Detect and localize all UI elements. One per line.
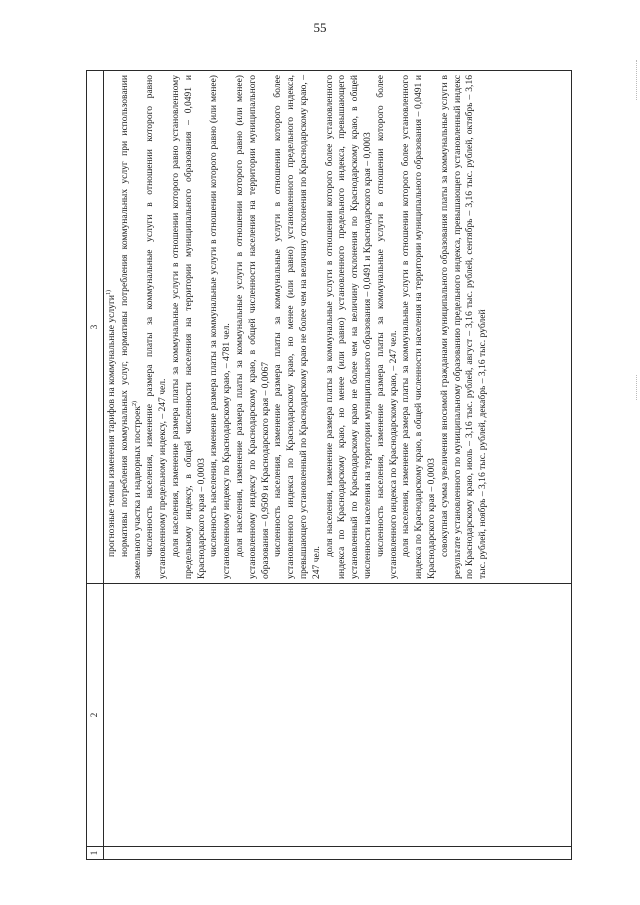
margin-mark (636, 375, 638, 400)
paragraph-text: численность населения, изменение размера платы за коммунальные услуги в отношении которого более установленного индекса по Краснодарскому краю, – 247 чел. (374, 75, 399, 579)
paragraph (375, 75, 401, 579)
paragraph-text: численность населения, изменение размера платы за коммунальные услуги в отношении которого равно (или менее) установленному индексу по Краснодарскому краю, – 4781 чел. (208, 75, 233, 579)
table-cell-col2 (104, 583, 571, 846)
paragraph-text: доля населения, изменение размера платы за коммунальные услуги в отношении которого более установленного индекса по Краснодарскому краю, но менее (или равно) установленного предельного индекса, превышающего установленный по Краснодарскому краю не более чем на величину отклонения по Краснодарскому краю, в общей численности населения на территории муниципального образования – 0,0491 и Краснодарского края – 0,0003 (323, 75, 373, 579)
table-body-row (104, 70, 572, 860)
column-header-1: 1 (87, 846, 103, 859)
paragraph-text: численность населения, изменение размера платы за коммунальные услуги в отношении которого равно установленному предельному индексу, – 247 чел. (144, 75, 169, 579)
rotated-table (86, 70, 571, 860)
paragraph (170, 75, 208, 579)
paragraph (144, 75, 170, 579)
paragraph-text: численность населения, изменение размера платы за коммунальные услуги в отношении которого более установленного индекса по Краснодарскому краю, но менее (или равно) установленного предельного индекса, превышающего установленный по Краснодарскому краю не более чем на величину отклонения по Краснодарскому краю, – 247 чел. (272, 75, 322, 579)
paragraph-text: совокупная сумма увеличения вносимой гражданами муниципального образования платы за коммунальные услуги в результате установленного по муниципальному образованию предельного индекса, превышающего установленный индекс по Краснодарскому краю, июль – 3,16 тыс. рублей, август – 3,16 тыс. рублей, сентябрь – 3,16 тыс. рублей, октябрь – 3,16 тыс. рублей, ноябрь – 3,16 тыс. рублей, декабрь – 3,16 тыс. рублей (438, 75, 489, 579)
paragraph-text: нормативы потребления коммунальных услуг, нормативы потребления коммунальных услуг при использовании земельного участка и надворных построек (118, 75, 143, 579)
footnote-marker: 1) (105, 290, 112, 296)
column-header-3: 3 (89, 324, 99, 330)
paragraph-text: доля населения, изменение размера платы за коммунальные услуги в отношении которого более установленного индекса по Краснодарскому краю, в общей численности населения на территории муниципального образования – 0,0491 и Краснодарского края – 0,0003 (400, 75, 437, 579)
column-header-2: 2 (87, 583, 103, 846)
page-number: 55 (313, 20, 327, 35)
paragraph-text: доля населения, изменение размера платы за коммунальные услуги в отношении которого равно установленному предельному индексу, в общей численности населения на территории муниципального образования – 0,0491 и Краснодарского края – 0,0003 (169, 75, 207, 579)
paragraph-text: прогнозные темпы изменения тарифов на коммунальные услуги (106, 295, 117, 557)
paragraph (324, 75, 375, 579)
paragraph (400, 75, 438, 579)
paragraph (119, 75, 145, 579)
margin-mark (636, 60, 638, 100)
footnote-marker: 2) (131, 400, 138, 406)
paragraph (234, 75, 272, 579)
table-header-row (86, 70, 104, 860)
paragraph (106, 75, 119, 579)
paragraph (208, 75, 234, 579)
paragraph (272, 75, 323, 579)
paragraph (439, 75, 490, 579)
paragraph-text: доля населения, изменение размера платы за коммунальные услуги в отношении которого равно (или менее) установленному индексу по Краснодарскому краю, в общей численности населения на территории муниципального образования – 0,9509 и Краснодарского края – 0,0067 (233, 75, 271, 579)
table-cell-col3 (104, 71, 571, 583)
table-cell-col1 (104, 846, 571, 859)
